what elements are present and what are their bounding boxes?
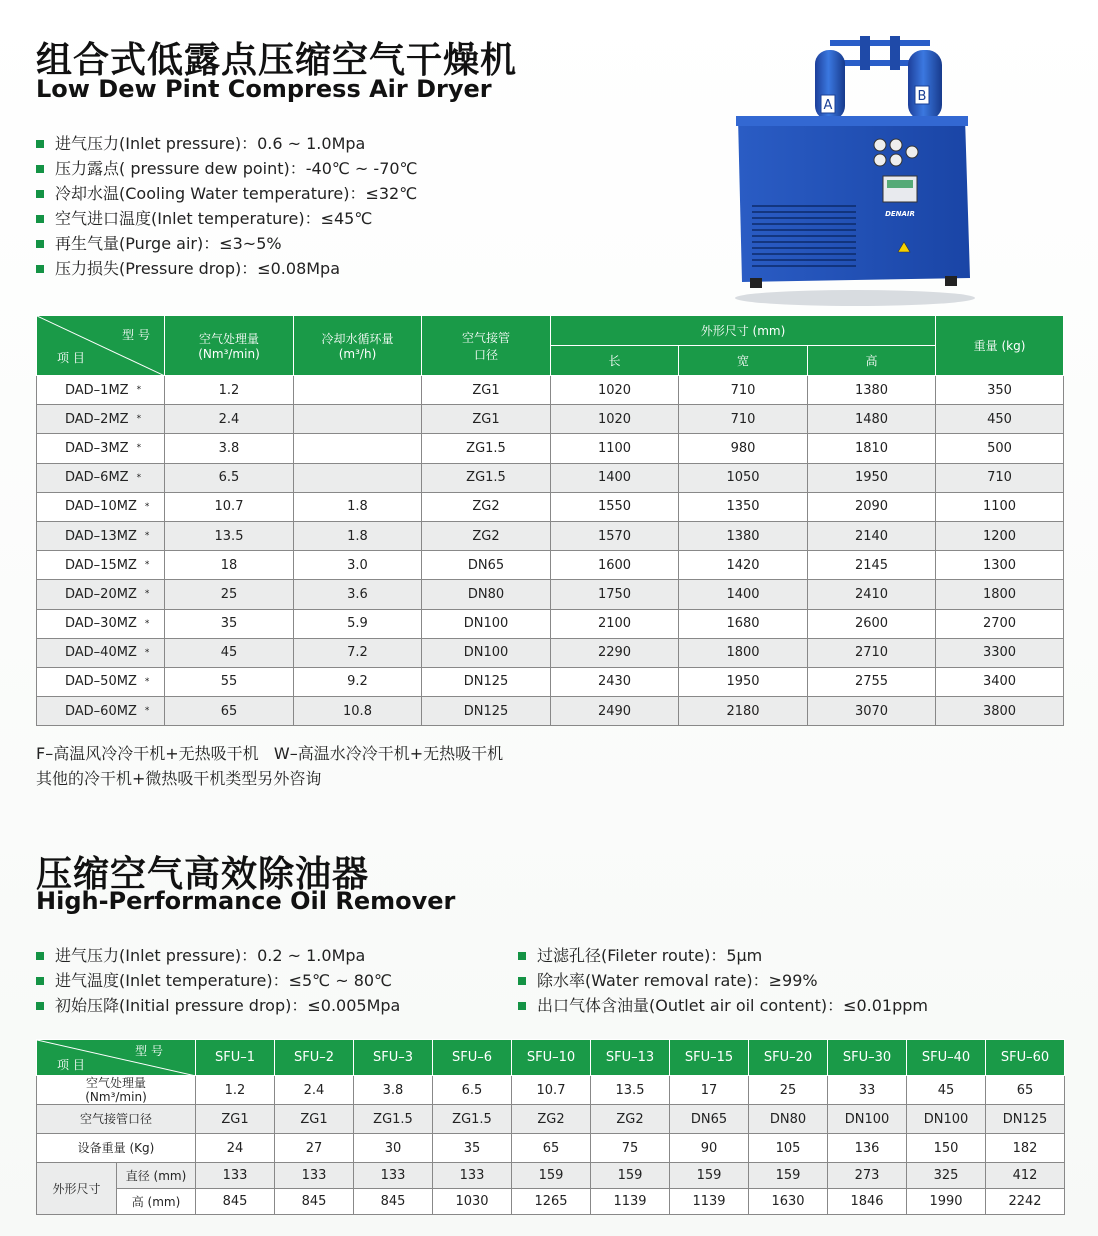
col-header-water: 冷却水循环量 (m³/h) xyxy=(294,316,422,376)
table-cell: ZG1 xyxy=(422,376,551,405)
table-cell: ZG1.5 xyxy=(422,434,551,463)
table-cell: 1480 xyxy=(808,405,936,434)
bullet-icon xyxy=(36,265,44,273)
table-cell: 1950 xyxy=(808,463,936,492)
table-cell: 273 xyxy=(828,1163,907,1189)
table-cell: 159 xyxy=(749,1163,828,1189)
table-cell: 500 xyxy=(936,434,1064,463)
col-header-model: SFU–1 xyxy=(196,1040,275,1076)
star-mark: * xyxy=(144,531,150,542)
table-cell: DN65 xyxy=(422,551,551,580)
dryer-title-cn: 组合式低露点压缩空气干燥机 xyxy=(36,40,518,81)
table-cell: 1100 xyxy=(551,434,679,463)
model-cell: DAD–1MZ * xyxy=(37,376,165,405)
table-row xyxy=(37,551,1064,580)
table-cell: 1990 xyxy=(907,1189,986,1215)
spec-item: 压力损失(Pressure drop)：≤0.08Mpa xyxy=(36,256,418,281)
table-cell: 25 xyxy=(749,1076,828,1105)
table-cell: 3400 xyxy=(936,667,1064,696)
spec-item: 进气压力(Inlet pressure)：0.2 ~ 1.0Mpa xyxy=(36,943,400,968)
table-cell: 45 xyxy=(165,638,294,667)
spec-item: 压力露点( pressure dew point)：-40℃ ~ -70℃ xyxy=(36,156,418,181)
table-cell: 2100 xyxy=(551,609,679,638)
model-cell: DAD–40MZ * xyxy=(37,638,165,667)
table-cell: 2700 xyxy=(936,609,1064,638)
table-cell: 2145 xyxy=(808,551,936,580)
table-row xyxy=(37,521,1064,550)
col-header-model: SFU–60 xyxy=(986,1040,1065,1076)
table-cell: 27 xyxy=(275,1134,354,1163)
table-cell: DN100 xyxy=(422,638,551,667)
table-cell: 150 xyxy=(907,1134,986,1163)
bullet-icon xyxy=(36,240,44,248)
bullet-icon xyxy=(518,1002,526,1010)
table-cell: 182 xyxy=(986,1134,1065,1163)
star-mark: * xyxy=(144,589,150,600)
table-cell: 1300 xyxy=(936,551,1064,580)
table-cell: 159 xyxy=(512,1163,591,1189)
table-cell: 2290 xyxy=(551,638,679,667)
table-cell: 3800 xyxy=(936,697,1064,726)
corner-model-label: 型 号 xyxy=(122,328,150,342)
table-cell: 1680 xyxy=(679,609,808,638)
table-row xyxy=(37,1134,1065,1163)
table-cell: 1800 xyxy=(936,580,1064,609)
table-cell: 710 xyxy=(679,376,808,405)
table-cell: 845 xyxy=(196,1189,275,1215)
table-cell: 1380 xyxy=(679,521,808,550)
table-cell: 2710 xyxy=(808,638,936,667)
table-cell: 1550 xyxy=(551,492,679,521)
table-cell: 105 xyxy=(749,1134,828,1163)
star-mark: * xyxy=(144,501,150,512)
spec-item: 初始压降(Initial pressure drop)：≤0.005Mpa xyxy=(36,993,400,1018)
table-cell: 136 xyxy=(828,1134,907,1163)
star-mark: * xyxy=(136,385,142,396)
table-cell: 1.8 xyxy=(294,492,422,521)
spec-item: 进气温度(Inlet temperature)：≤5℃ ~ 80℃ xyxy=(36,968,400,993)
table-cell: 1030 xyxy=(433,1189,512,1215)
table-cell: DN125 xyxy=(422,667,551,696)
dryer-notes xyxy=(36,741,503,791)
table-cell: 3.8 xyxy=(165,434,294,463)
table-cell xyxy=(294,463,422,492)
table-row xyxy=(37,667,1064,696)
corner-item-label: 项 目 xyxy=(57,1058,85,1072)
table-cell: 1400 xyxy=(679,580,808,609)
model-cell: DAD–50MZ * xyxy=(37,667,165,696)
spec-item: 出口气体含油量(Outlet air oil content)：≤0.01ppm xyxy=(518,993,928,1018)
table-row xyxy=(37,492,1064,521)
row-label-pipe: 空气接管口径 xyxy=(37,1105,196,1134)
table-cell: 30 xyxy=(354,1134,433,1163)
table-cell: 3300 xyxy=(936,638,1064,667)
table-row xyxy=(37,1189,1065,1215)
table-cell: 18 xyxy=(165,551,294,580)
col-header-model: SFU–40 xyxy=(907,1040,986,1076)
col-header-height: 高 xyxy=(808,346,936,376)
table-cell: ZG1 xyxy=(275,1105,354,1134)
col-header-flow: 空气处理量 (Nm³/min) xyxy=(165,316,294,376)
spec-item: 再生气量(Purge air)：≤3~5% xyxy=(36,231,418,256)
model-cell: DAD–2MZ * xyxy=(37,405,165,434)
tank-b-label: B xyxy=(917,89,927,104)
table-cell: 1.2 xyxy=(196,1076,275,1105)
table-cell: 2090 xyxy=(808,492,936,521)
table-row xyxy=(37,434,1064,463)
table-cell: 2180 xyxy=(679,697,808,726)
table-cell: 845 xyxy=(354,1189,433,1215)
row-label-weight: 设备重量 (Kg) xyxy=(37,1134,196,1163)
bullet-icon xyxy=(36,977,44,985)
table-cell: 845 xyxy=(275,1189,354,1215)
row-label-dims: 外形尺寸 xyxy=(37,1163,117,1215)
table-cell: 710 xyxy=(679,405,808,434)
table-cell: DN80 xyxy=(749,1105,828,1134)
table-cell: 33 xyxy=(828,1076,907,1105)
table-cell: ZG1.5 xyxy=(422,463,551,492)
table-cell: 10.7 xyxy=(165,492,294,521)
table-cell: 1139 xyxy=(670,1189,749,1215)
bullet-icon xyxy=(36,1002,44,1010)
table-cell: 45 xyxy=(907,1076,986,1105)
corner-item-label: 项 目 xyxy=(57,351,85,365)
table-cell: 133 xyxy=(196,1163,275,1189)
table-cell: 1.8 xyxy=(294,521,422,550)
spec-item: 冷却水温(Cooling Water temperature)：≤32℃ xyxy=(36,181,418,206)
corner-model-label: 型 号 xyxy=(135,1044,163,1058)
dryer-spec-list xyxy=(36,131,418,281)
bullet-icon xyxy=(518,952,526,960)
table-cell: 2755 xyxy=(808,667,936,696)
table-cell: 2140 xyxy=(808,521,936,550)
table-cell: 2410 xyxy=(808,580,936,609)
table-row xyxy=(37,580,1064,609)
table-cell: 90 xyxy=(670,1134,749,1163)
table-cell: 55 xyxy=(165,667,294,696)
table-cell: 17 xyxy=(670,1076,749,1105)
table-cell: 13.5 xyxy=(591,1076,670,1105)
col-header-model: SFU–3 xyxy=(354,1040,433,1076)
table-cell: DN80 xyxy=(422,580,551,609)
col-header-pipe: 空气接管 口径 xyxy=(422,316,551,376)
col-header-model: SFU–6 xyxy=(433,1040,512,1076)
table-cell: 1400 xyxy=(551,463,679,492)
dryer-spec-table xyxy=(36,315,1064,726)
table-cell: 3.6 xyxy=(294,580,422,609)
table-cell xyxy=(294,405,422,434)
table-row xyxy=(37,405,1064,434)
oil-spec-list-right xyxy=(518,943,928,1018)
table-cell: 133 xyxy=(275,1163,354,1189)
table-cell xyxy=(294,434,422,463)
col-header-weight: 重量 (kg) xyxy=(936,316,1064,376)
col-header-model: SFU–13 xyxy=(591,1040,670,1076)
table-row xyxy=(37,463,1064,492)
table-cell: ZG1.5 xyxy=(433,1105,512,1134)
table-cell: 3.0 xyxy=(294,551,422,580)
table-cell: 25 xyxy=(165,580,294,609)
model-cell: DAD–10MZ * xyxy=(37,492,165,521)
table-cell: ZG1 xyxy=(196,1105,275,1134)
table-cell: 7.2 xyxy=(294,638,422,667)
bullet-icon xyxy=(518,977,526,985)
spec-item: 过滤孔径(Fileter route)：5μm xyxy=(518,943,928,968)
table-cell: 2242 xyxy=(986,1189,1065,1215)
table-cell: 3.8 xyxy=(354,1076,433,1105)
table-cell: 1020 xyxy=(551,376,679,405)
model-cell: DAD–60MZ * xyxy=(37,697,165,726)
table-cell: 2430 xyxy=(551,667,679,696)
table-cell: 1350 xyxy=(679,492,808,521)
table-cell: 10.7 xyxy=(512,1076,591,1105)
tank-a-label: A xyxy=(823,98,833,113)
table-cell: ZG1.5 xyxy=(354,1105,433,1134)
table-cell: 10.8 xyxy=(294,697,422,726)
oil-remover-title-en: High-Performance Oil Remover xyxy=(36,887,456,915)
table-cell: 65 xyxy=(986,1076,1065,1105)
star-mark: * xyxy=(136,414,142,425)
table-cell: 1800 xyxy=(679,638,808,667)
table-cell: 1.2 xyxy=(165,376,294,405)
table-cell: 65 xyxy=(165,697,294,726)
col-header-model: SFU–15 xyxy=(670,1040,749,1076)
table-cell: 710 xyxy=(936,463,1064,492)
table-cell: DN100 xyxy=(907,1105,986,1134)
table-cell: 2.4 xyxy=(275,1076,354,1105)
col-header-model: SFU–30 xyxy=(828,1040,907,1076)
table-cell: 2490 xyxy=(551,697,679,726)
star-mark: * xyxy=(144,676,150,687)
table-cell: 980 xyxy=(679,434,808,463)
table-corner-cell xyxy=(37,316,165,376)
table-row xyxy=(37,697,1064,726)
model-cell: DAD–13MZ * xyxy=(37,521,165,550)
table-cell: 1420 xyxy=(679,551,808,580)
col-header-dims: 外形尺寸 (mm) xyxy=(551,316,936,346)
table-cell: 1600 xyxy=(551,551,679,580)
table-cell: 24 xyxy=(196,1134,275,1163)
table-cell: 35 xyxy=(433,1134,512,1163)
table-cell: 1950 xyxy=(679,667,808,696)
model-cell: DAD–3MZ * xyxy=(37,434,165,463)
table-cell: 1380 xyxy=(808,376,936,405)
table-cell: 5.9 xyxy=(294,609,422,638)
table-cell: ZG2 xyxy=(422,521,551,550)
spec-item: 除水率(Water removal rate)：≥99% xyxy=(518,968,928,993)
oil-spec-list-left xyxy=(36,943,400,1018)
model-cell: DAD–6MZ * xyxy=(37,463,165,492)
spec-item: 空气进口温度(Inlet temperature)：≤45℃ xyxy=(36,206,418,231)
table-cell: 1200 xyxy=(936,521,1064,550)
table-row xyxy=(37,609,1064,638)
table-cell: 450 xyxy=(936,405,1064,434)
table-cell: DN125 xyxy=(986,1105,1065,1134)
bullet-icon xyxy=(36,190,44,198)
oil-remover-title-cn: 压缩空气高效除油器 xyxy=(36,854,370,895)
star-mark: * xyxy=(144,618,150,629)
table-cell: 1570 xyxy=(551,521,679,550)
star-mark: * xyxy=(144,560,150,571)
bullet-icon xyxy=(36,140,44,148)
table-cell: 1846 xyxy=(828,1189,907,1215)
table-cell: 1810 xyxy=(808,434,936,463)
table-cell: 1750 xyxy=(551,580,679,609)
star-mark: * xyxy=(136,443,142,454)
table-cell: 1139 xyxy=(591,1189,670,1215)
table-row xyxy=(37,1105,1065,1134)
row-label-height: 高 (mm) xyxy=(117,1189,196,1215)
table-cell: DN100 xyxy=(422,609,551,638)
dryer-title-en: Low Dew Pint Compress Air Dryer xyxy=(36,75,492,103)
bullet-icon xyxy=(36,215,44,223)
table-cell: 9.2 xyxy=(294,667,422,696)
bullet-icon xyxy=(36,165,44,173)
table-cell: DN100 xyxy=(828,1105,907,1134)
table-cell: 35 xyxy=(165,609,294,638)
air-dryer-image xyxy=(730,20,980,310)
table-cell: 3070 xyxy=(808,697,936,726)
row-label-flow: 空气处理量 (Nm³/min) xyxy=(37,1076,196,1105)
table-row xyxy=(37,1163,1065,1189)
row-label-diameter: 直径 (mm) xyxy=(117,1163,196,1189)
table-cell: 1265 xyxy=(512,1189,591,1215)
table-row xyxy=(37,1076,1065,1105)
table-cell: 6.5 xyxy=(165,463,294,492)
diagonal-divider xyxy=(37,316,165,376)
table-cell: ZG2 xyxy=(591,1105,670,1134)
table-cell: 133 xyxy=(354,1163,433,1189)
table-cell xyxy=(294,376,422,405)
col-header-model: SFU–20 xyxy=(749,1040,828,1076)
model-cell: DAD–30MZ * xyxy=(37,609,165,638)
model-cell: DAD–15MZ * xyxy=(37,551,165,580)
col-header-model: SFU–10 xyxy=(512,1040,591,1076)
table-cell: ZG1 xyxy=(422,405,551,434)
star-mark: * xyxy=(144,706,150,717)
table-cell: ZG2 xyxy=(512,1105,591,1134)
table-cell: 412 xyxy=(986,1163,1065,1189)
table-row xyxy=(37,638,1064,667)
table-cell: 325 xyxy=(907,1163,986,1189)
table-row xyxy=(37,376,1064,405)
table-cell: 1050 xyxy=(679,463,808,492)
table-cell: 1100 xyxy=(936,492,1064,521)
col-header-model: SFU–2 xyxy=(275,1040,354,1076)
table-cell: 350 xyxy=(936,376,1064,405)
table-cell: 1020 xyxy=(551,405,679,434)
table-cell: 2.4 xyxy=(165,405,294,434)
table-corner-cell xyxy=(37,1040,196,1076)
table-cell: 75 xyxy=(591,1134,670,1163)
table-cell: 2600 xyxy=(808,609,936,638)
table-cell: 65 xyxy=(512,1134,591,1163)
star-mark: * xyxy=(144,647,150,658)
table-cell: 13.5 xyxy=(165,521,294,550)
table-cell: 133 xyxy=(433,1163,512,1189)
table-cell: 6.5 xyxy=(433,1076,512,1105)
col-header-width: 宽 xyxy=(679,346,808,376)
col-header-length: 长 xyxy=(551,346,679,376)
brand-logo: DENAIR xyxy=(885,210,915,218)
table-cell: DN125 xyxy=(422,697,551,726)
table-cell: 159 xyxy=(670,1163,749,1189)
spec-item: 进气压力(Inlet pressure)：0.6 ~ 1.0Mpa xyxy=(36,131,418,156)
note-line: 其他的冷干机+微热吸干机类型另外咨询 xyxy=(36,769,322,788)
star-mark: * xyxy=(136,472,142,483)
table-cell: 159 xyxy=(591,1163,670,1189)
table-cell: ZG2 xyxy=(422,492,551,521)
table-cell: DN65 xyxy=(670,1105,749,1134)
model-cell: DAD–20MZ * xyxy=(37,580,165,609)
note-line: F–高温风冷冷干机+无热吸干机 W–高温水冷冷干机+无热吸干机 xyxy=(36,744,504,763)
bullet-icon xyxy=(36,952,44,960)
table-cell: 1630 xyxy=(749,1189,828,1215)
oil-remover-spec-table xyxy=(36,1039,1065,1215)
